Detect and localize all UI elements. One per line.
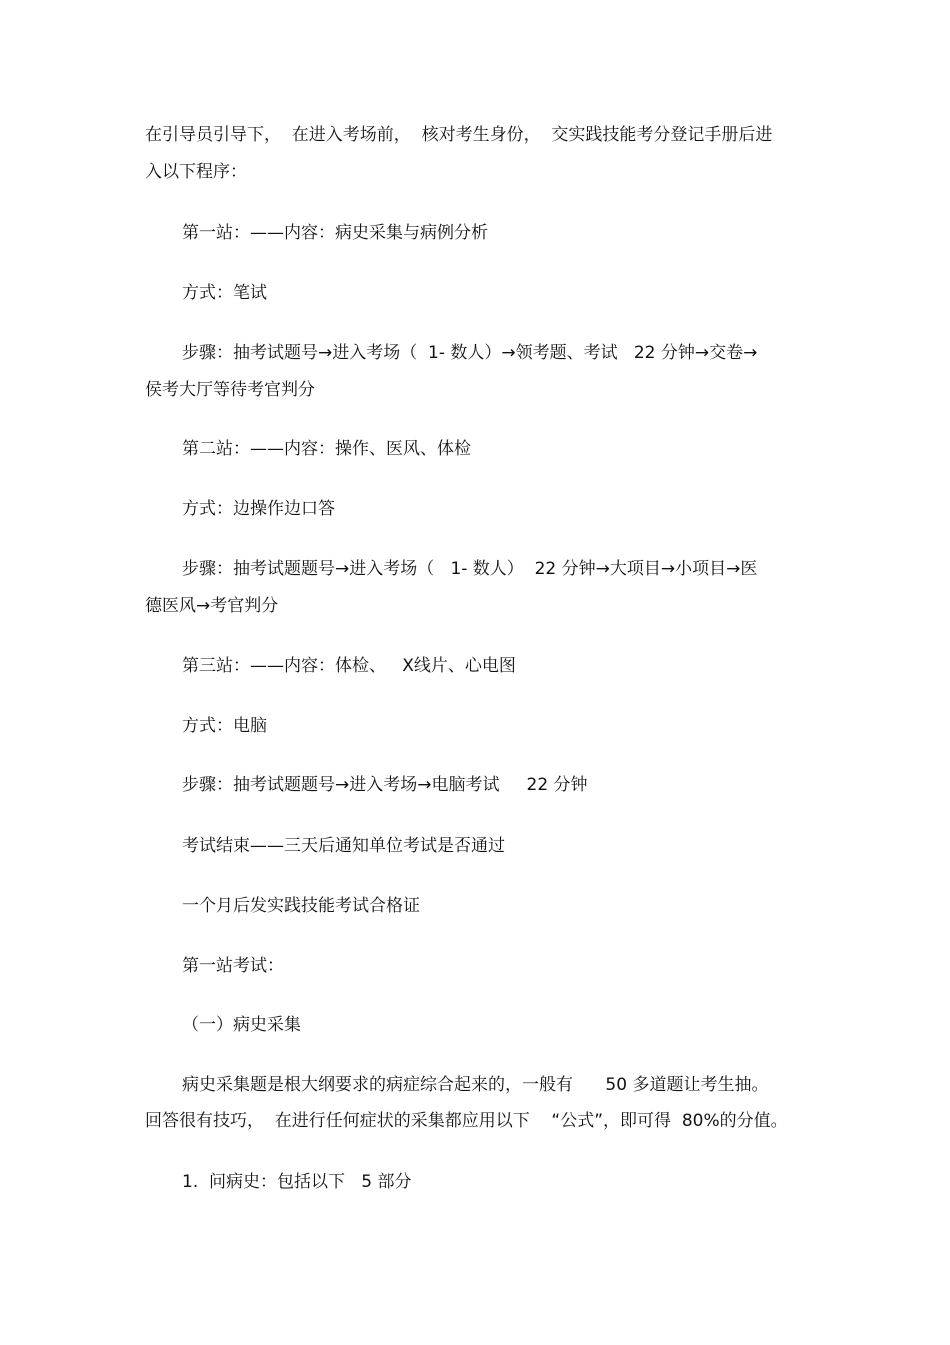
list-item: 1. 问病史：包括以下 5 部分 xyxy=(182,1172,412,1192)
station-3-method: 方式：电脑 xyxy=(182,716,267,736)
station-2-steps: 步骤：抽考试题题号→进入考场（ 1- 数人） 22 分钟→大项目→小项目→医 xyxy=(182,559,758,579)
station-2-content: 第二站：——内容：操作、医风、体检 xyxy=(182,439,471,459)
station-1-content: 第一站：——内容：病史采集与病例分析 xyxy=(182,223,488,243)
station-1-steps: 步骤：抽考试题号→进入考场（ 1- 数人）→领考题、考试 22 分钟→交卷→ xyxy=(182,343,758,363)
paragraph-line: 回答很有技巧， 在进行任何症状的采集都应用以下 “公式”，即可得 80%的分值。 xyxy=(145,1111,788,1131)
station-1-steps-cont: 侯考大厅等待考官判分 xyxy=(145,380,315,400)
subsection-heading: （一）病史采集 xyxy=(182,1015,301,1035)
certificate-note: 一个月后发实践技能考试合格证 xyxy=(182,896,420,916)
station-2-method: 方式：边操作边口答 xyxy=(182,499,335,519)
station-3-content: 第三站：——内容：体检、 X线片、心电图 xyxy=(182,656,516,676)
station-1-method: 方式：笔试 xyxy=(182,283,267,303)
paragraph-line: 在引导员引导下， 在进入考场前， 核对考生身份， 交实践技能考分登记手册后进 xyxy=(145,125,773,145)
paragraph-line: 病史采集题是根大纲要求的病症综合起来的，一般有 50 多道题让考生抽。 xyxy=(182,1075,769,1095)
station-2-steps-cont: 德医风→考官判分 xyxy=(145,596,279,616)
station-3-steps: 步骤：抽考试题题号→进入考场→电脑考试 22 分钟 xyxy=(182,775,588,795)
paragraph-line: 入以下程序： xyxy=(145,162,247,182)
exam-end-note: 考试结束——三天后通知单位考试是否通过 xyxy=(182,836,505,856)
section-heading: 第一站考试： xyxy=(182,956,284,976)
